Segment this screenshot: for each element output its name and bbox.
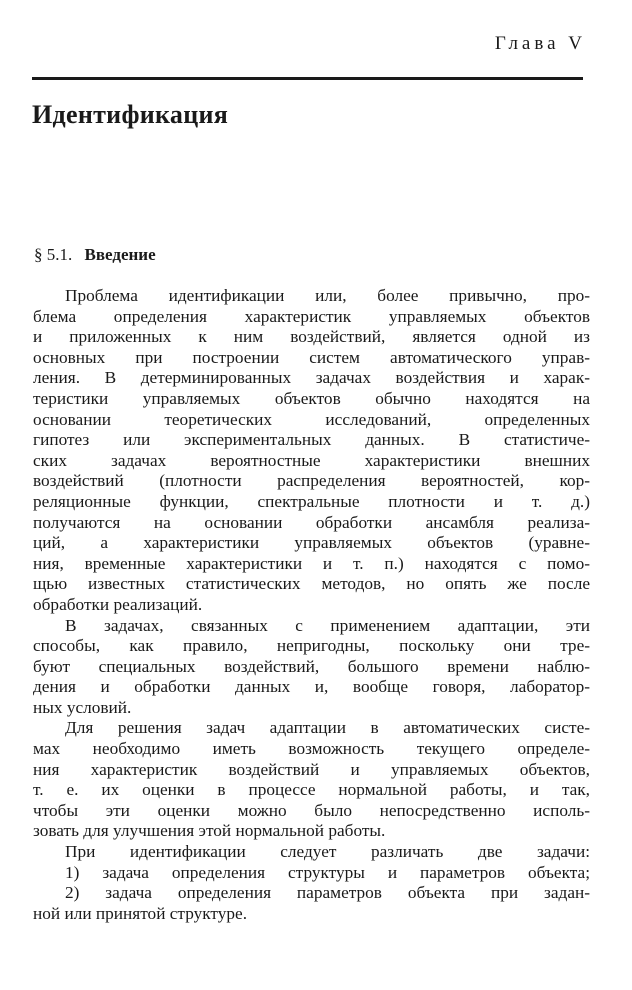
chapter-label: Глава V (494, 33, 586, 54)
text-line: получаются на основании обработки ансамбля реализа- (33, 512, 590, 532)
section-title: Введение (84, 245, 156, 264)
text-line: ния, временные характеристики и т. п.) находятся с помо- (33, 553, 590, 573)
text-line: гипотез или экспериментальных данных. В статистиче- (33, 430, 590, 450)
text-line: 2) задача определения параметров объекта при задан- (65, 883, 590, 903)
text-line: основании теоретических исследований, определенных (33, 409, 590, 429)
text-line: ления. В детерминированных задачах воздействия и харак- (33, 368, 590, 388)
text-line: ных условий. (33, 697, 132, 717)
text-line: Проблема идентификации или, более привычно, про- (65, 286, 590, 305)
text-line: ций, а характеристики управляемых объектов (уравне- (33, 533, 590, 553)
text-line: чтобы эти оценки можно было непосредственно исполь- (33, 800, 590, 820)
text-line: способы, как правило, непригодны, поскольку они тре- (33, 636, 590, 656)
chapter-title: Идентификация (32, 100, 229, 129)
text-line: и приложенных к ним воздействий, является одной из (33, 327, 590, 347)
text-line: 1) задача определения структуры и параметров объекта; (65, 862, 590, 882)
text-line: т. е. их оценки в процессе нормальной работы, и так, (33, 780, 590, 800)
text-line: основных при построении систем автоматического управ- (33, 347, 590, 367)
text-line: буют специальных воздействий, большого времени наблю- (33, 656, 590, 676)
text-line: обработки реализаций. (33, 594, 203, 614)
text-line: щью известных статистических методов, но опять же после (33, 574, 590, 594)
text-line: мах необходимо иметь возможность текущего определе- (33, 739, 590, 759)
text-line: дения и обработки данных и, вообще говоря, лаборатор- (33, 677, 590, 697)
text-line: реляционные функции, спектральные плотности и т. д.) (33, 491, 590, 511)
text-line: В задачах, связанных с применением адаптации, эти (65, 615, 590, 635)
text-line: При идентификации следует различать две задачи: (65, 842, 590, 862)
text-line: блема определения характеристик управляемых объектов (33, 306, 590, 326)
body-text (33, 286, 590, 924)
text-line: ной или принятой структуре. (33, 903, 248, 923)
chapter-rule (32, 77, 583, 80)
section-heading (34, 244, 156, 266)
text-line: зовать для улучшения этой нормальной работы. (33, 821, 386, 841)
text-line: теристики управляемых объектов обычно находятся на (33, 388, 590, 408)
text-line: воздействий (плотности распределения вероятностей, кор- (33, 471, 590, 491)
section-number: § 5.1. (34, 245, 73, 264)
text-line: Для решения задач адаптации в автоматических систе- (65, 718, 590, 738)
text-line: ния характеристик воздействий и управляемых объектов, (33, 759, 590, 779)
text-line: ских задачах вероятностные характеристики внешних (33, 450, 590, 470)
